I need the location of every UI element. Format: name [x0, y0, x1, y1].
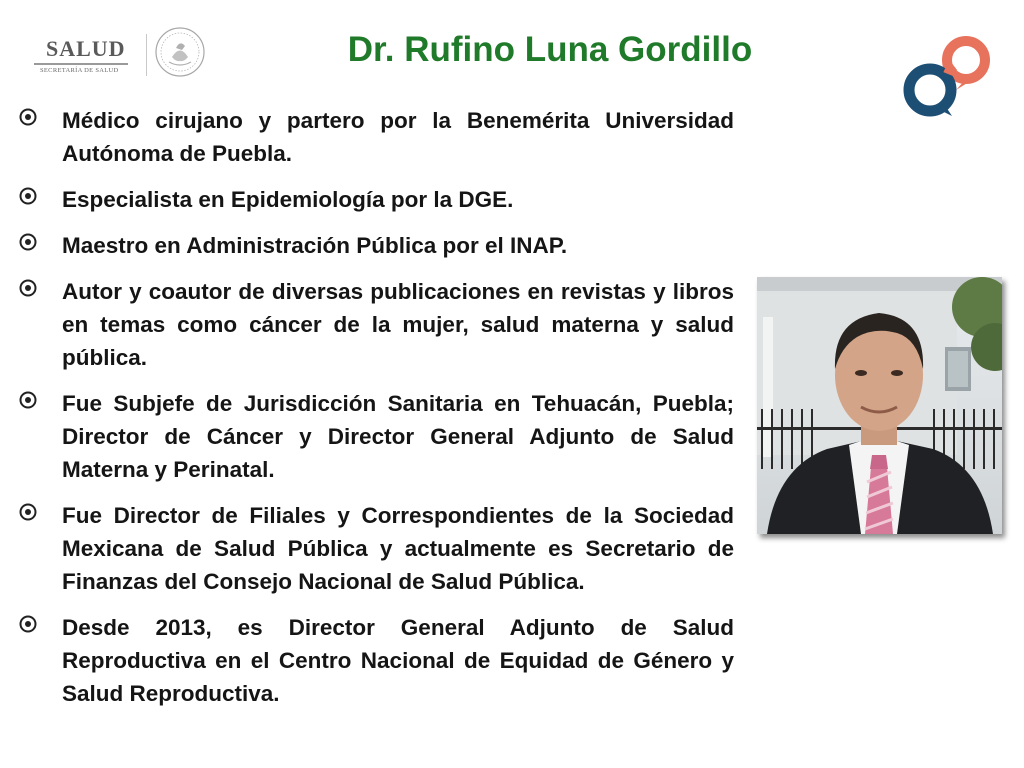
bullet-text: Fue Director de Filiales y Correspondientes de la Sociedad Mexicana de Salud Pública y actualmente es Secretario de Finanzas del Consejo Nacional de Salud Pública. [62, 503, 734, 594]
bullet-text: Médico cirujano y partero por la Benemérita Universidad Autónoma de Puebla. [62, 108, 734, 166]
circled-dot-icon [18, 390, 38, 410]
list-item [18, 104, 734, 170]
circled-dot-icon [18, 107, 38, 127]
bullet-text: Especialista en Epidemiología por la DGE. [62, 187, 514, 212]
bullet-text: Fue Subjefe de Jurisdicción Sanitaria en Tehuacán, Puebla; Director de Cáncer y Director General Adjunto de Salud Materna y Perinatal. [62, 391, 734, 482]
circled-dot-icon [18, 614, 38, 634]
mexican-seal-icon [154, 26, 206, 78]
list-item [18, 611, 734, 710]
portrait-photo [757, 277, 1002, 534]
salud-logo-subtext: SECRETARÍA DE SALUD [40, 67, 119, 74]
bullet-list [18, 104, 734, 723]
logo-divider [146, 34, 147, 76]
bullet-text: Autor y coautor de diversas publicaciones en revistas y libros en temas como cáncer de la mujer, salud materna y salud pública. [62, 279, 734, 370]
list-item [18, 387, 734, 486]
circled-dot-icon [18, 186, 38, 206]
page-title: Dr. Rufino Luna Gordillo [347, 30, 753, 69]
circled-dot-icon [18, 232, 38, 252]
list-item [18, 229, 734, 262]
salud-logo [34, 36, 144, 76]
list-item [18, 183, 734, 216]
list-item [18, 275, 734, 374]
circled-dot-icon [18, 278, 38, 298]
list-item [18, 499, 734, 598]
bullet-text: Maestro en Administración Pública por el INAP. [62, 233, 568, 258]
interlocking-rings-logo-icon [896, 28, 996, 124]
bullet-text: Desde 2013, es Director General Adjunto de Salud Reproductiva en el Centro Nacional de Equidad de Género y Salud Reproductiva. [62, 615, 734, 706]
portrait-illustration [757, 277, 1002, 534]
circled-dot-icon [18, 502, 38, 522]
salud-logo-underline [34, 63, 128, 65]
salud-logo-text: SALUD [46, 36, 126, 61]
